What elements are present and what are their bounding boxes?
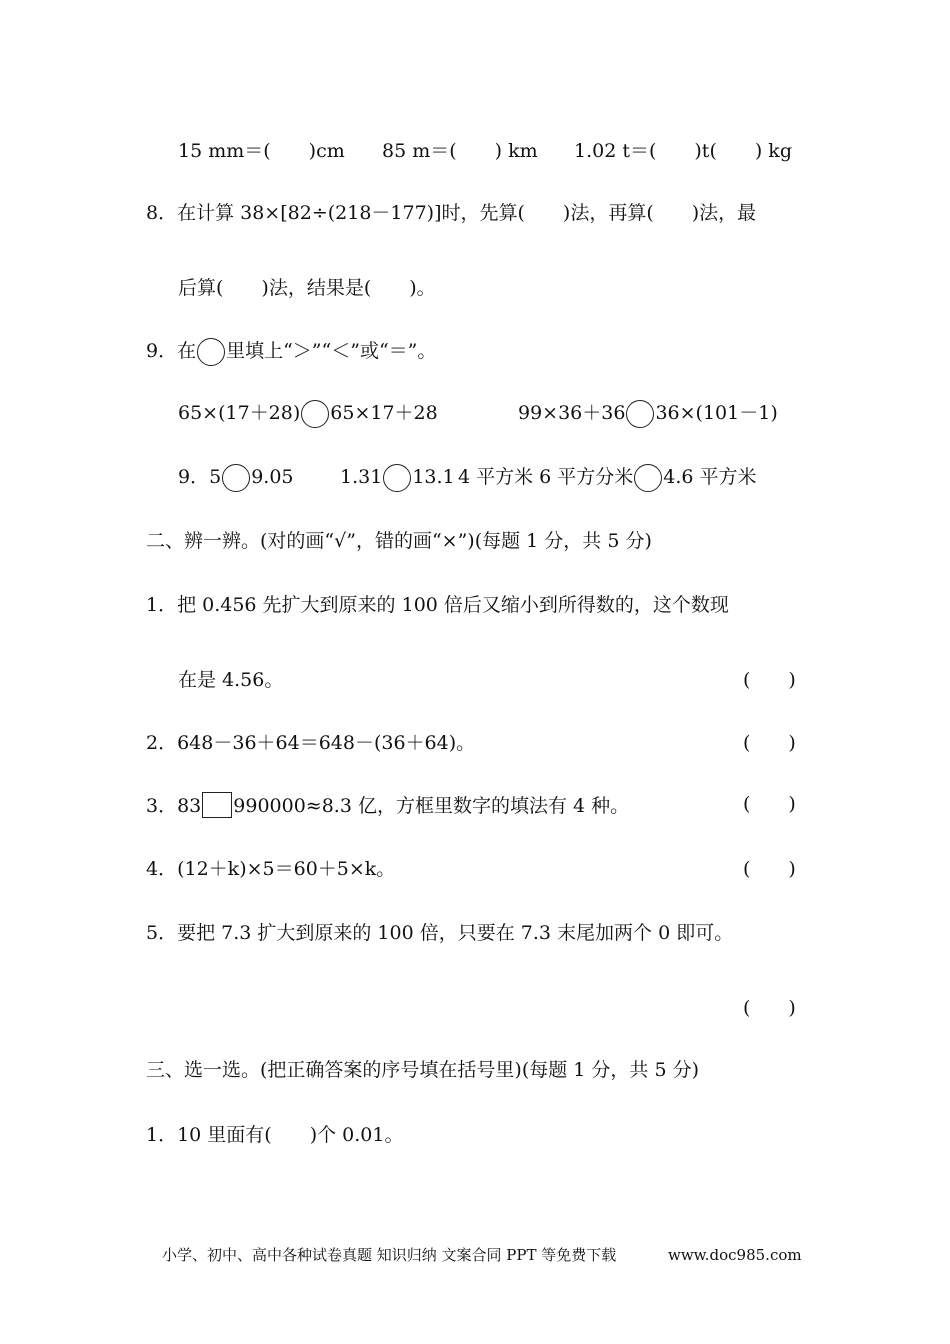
conversion-b: 85 m＝( ) km — [382, 140, 538, 162]
compare-circle[interactable] — [634, 464, 662, 492]
compare-circle[interactable] — [626, 400, 654, 428]
q8-line1: 8．在计算 38×[82÷(218－177)]时，先算( )法，再算( )法，最 — [146, 202, 757, 224]
section2-title: 二、辨一辨。(对的画“√”，错的画“×”)(每题 1 分，共 5 分) — [146, 530, 652, 552]
compare-circle[interactable] — [301, 400, 329, 428]
footer-text: 小学、初中、高中各种试卷真题 知识归纳 文案合同 PPT 等免费下载 — [162, 1246, 617, 1264]
section3-title: 三、选一选。(把正确答案的序号填在括号里)(每题 1 分，共 5 分) — [146, 1059, 699, 1081]
q9-prefix: 9．在 — [146, 340, 197, 362]
s2-q4: 4．(12＋k)×5＝60＋5×k。 — [146, 858, 396, 880]
compare-right: 4.6 平方米 — [663, 466, 757, 488]
answer-paren[interactable]: ( ) — [743, 669, 796, 691]
compare-item — [458, 464, 757, 492]
compare-item — [518, 400, 778, 428]
answer-paren[interactable]: ( ) — [743, 997, 796, 1019]
s2-q3-pre: 3．83 — [146, 795, 202, 817]
compare-item — [178, 464, 294, 492]
compare-circle[interactable] — [222, 464, 250, 492]
compare-left: 65×(17＋28) — [178, 402, 301, 424]
compare-left: 99×36＋36 — [518, 402, 626, 424]
compare-right: 9.05 — [251, 466, 294, 488]
footer-url[interactable]: www.doc985.com — [668, 1246, 802, 1264]
s2-q5: 5．要把 7.3 扩大到原来的 100 倍，只要在 7.3 末尾加两个 0 即可。 — [146, 922, 734, 944]
q8-line2: 后算( )法，结果是( )。 — [178, 277, 436, 299]
compare-item — [340, 464, 455, 492]
q9-suffix: 里填上“＞”“＜”或“＝”。 — [226, 340, 437, 362]
compare-left: 4 平方米 6 平方分米 — [458, 466, 634, 488]
s2-q3 — [146, 792, 629, 818]
compare-right: 65×17＋28 — [330, 402, 438, 424]
compare-circle[interactable] — [383, 464, 411, 492]
s2-q3-post: 990000≈8.3 亿，方框里数字的填法有 4 种。 — [233, 795, 630, 817]
conversion-a: 15 mm＝( )cm — [178, 140, 345, 162]
compare-right: 13.1 — [412, 466, 455, 488]
conversion-c: 1.02 t＝( )t( ) kg — [574, 140, 792, 162]
answer-paren[interactable]: ( ) — [743, 732, 796, 754]
circle-icon — [197, 338, 225, 366]
compare-right: 36×(101－1) — [655, 402, 778, 424]
compare-item — [178, 400, 438, 428]
digit-box[interactable] — [202, 792, 232, 818]
answer-paren[interactable]: ( ) — [743, 858, 796, 880]
q9-instruction — [146, 338, 436, 366]
s2-q2: 2．648－36＋64＝648－(36＋64)。 — [146, 732, 476, 754]
s2-q1-line1: 1．把 0.456 先扩大到原来的 100 倍后又缩小到所得数的，这个数现 — [146, 594, 729, 616]
answer-paren[interactable]: ( ) — [743, 793, 796, 815]
s3-q1: 1．10 里面有( )个 0.01。 — [146, 1124, 404, 1146]
s2-q1-line2: 在是 4.56。 — [178, 669, 284, 691]
compare-left: 9．5 — [178, 466, 222, 488]
compare-left: 1.31 — [340, 466, 383, 488]
